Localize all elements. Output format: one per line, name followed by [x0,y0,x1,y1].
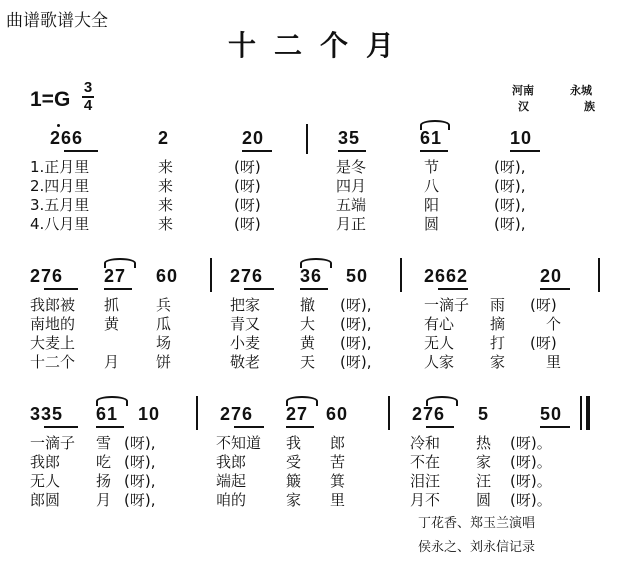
slur-6 [426,396,458,406]
bar-line [196,396,198,430]
beam-line [286,426,314,428]
place-label: 永城 [570,84,592,97]
lyric: 个 [546,315,562,333]
bar-line [306,124,308,154]
lyric: 八 [424,177,440,195]
lyric: (呀), [124,472,156,490]
lyric: 郎圆 [30,491,61,509]
lyric: 我郎 [30,453,61,471]
beam-line [420,150,448,152]
lyric: 场 [156,334,172,352]
lyric: (呀) [234,196,261,214]
notes-2-1: 276 [30,266,64,286]
lyric: 我郎 [216,453,247,471]
lyric: 不知道 [216,434,262,452]
lyric: 人家 [424,353,455,371]
lyric: 2.四月里 [30,177,90,195]
beam-line [338,150,366,152]
lyric: 我郎被 [30,296,76,314]
lyric: 泪汪 [410,472,441,490]
final-bar-line-thick [586,396,590,430]
lyric: 月 [104,353,120,371]
ethnic-suffix: 族 [584,100,595,113]
lyric: (呀), [494,196,526,214]
lyric: (呀) [234,215,261,233]
lyric: 来 [158,215,174,233]
lyric: 天 [300,353,316,371]
lyric: 端起 [216,472,247,490]
lyric: (呀)。 [510,472,552,490]
notes-1-3: 20 [242,128,265,148]
beam-line [44,426,78,428]
lyric: 家 [476,453,492,471]
lyric: 来 [158,158,174,176]
beam-line [64,150,98,152]
lyric: (呀), [340,353,372,371]
notes-3-2: 61 [96,404,119,424]
lyric: 黄 [300,334,316,352]
beam-line [244,288,274,290]
lyric: (呀)。 [510,434,552,452]
notes-2-6: 50 [346,266,369,286]
lyric: 箕 [330,472,346,490]
lyric: 冷和 [410,434,441,452]
beam-line [540,426,570,428]
site-name: 曲谱歌谱大全 [6,11,108,31]
lyric: 月 [96,491,112,509]
lyric: 圆 [424,215,440,233]
beam-line [96,426,124,428]
lyric: 十二个 [30,353,76,371]
lyric: 敬老 [230,353,261,371]
lyric: (呀)。 [510,453,552,471]
notes-3-5: 27 [286,404,309,424]
notes-2-8: 20 [540,266,563,286]
lyric: 来 [158,196,174,214]
slur-5 [286,396,318,406]
time-denominator: 4 [83,97,93,114]
bar-line [400,258,402,292]
song-title: 十二个月 [227,29,412,62]
lyric: 摘 [490,315,506,333]
lyric: 吃 [96,453,112,471]
lyric: 瓜 [156,315,172,333]
lyric: 一滴子 [424,296,470,314]
ethnic-label: 汉 [518,100,529,113]
lyric: 四月 [336,177,367,195]
lyric: 雨 [490,296,506,314]
lyric: 圆 [476,491,492,509]
lyric: (呀) [530,296,557,314]
notes-1-5: 61 [420,128,443,148]
lyric: (呀) [234,177,261,195]
lyric: 苦 [330,453,346,471]
lyric: 月不 [410,491,441,509]
lyric: (呀)。 [510,491,552,509]
lyric: 小麦 [230,334,261,352]
lyric: 撤 [300,296,316,314]
lyric: 家 [286,491,302,509]
lyric: 来 [158,177,174,195]
slur-3 [300,258,332,268]
lyric: 咱的 [216,491,247,509]
lyric: 我 [286,434,302,452]
lyric: (呀), [494,158,526,176]
lyric: (呀), [340,296,372,314]
lyric: 家 [490,353,506,371]
notes-1-2: 2 [158,128,170,148]
beam-line [510,150,540,152]
beam-line [540,288,570,290]
slur-4 [96,396,128,406]
lyric: (呀), [124,434,156,452]
lyric: 汪 [476,472,492,490]
lyric: 热 [476,434,492,452]
lyric: 里 [330,491,346,509]
notes-3-9: 50 [540,404,563,424]
lyric: 大麦上 [30,334,76,352]
beam-line [242,150,272,152]
final-bar-line [580,396,582,430]
beam-line [44,288,78,290]
time-signature [82,80,94,114]
beam-line [438,288,468,290]
slur-2 [104,258,136,268]
recorders-credit: 侯永之、刘永信记录 [418,540,536,555]
beam-line [300,288,328,290]
notes-2-4: 276 [230,266,264,286]
lyric: 3.五月里 [30,196,90,214]
key-signature: 1=G [30,88,71,111]
notes-1-6: 10 [510,128,533,148]
lyric: 受 [286,453,302,471]
slur-1 [420,120,450,130]
lyric: 南地的 [30,315,76,333]
lyric: 大 [300,315,316,333]
lyric: 打 [490,334,506,352]
bar-line [210,258,212,292]
lyric: 抓 [104,296,120,314]
lyric: 不在 [410,453,441,471]
notes-2-3: 60 [156,266,179,286]
lyric: 里 [546,353,562,371]
lyric: 月正 [336,215,367,233]
beam-line [104,288,132,290]
bar-line [388,396,390,430]
beam-line [234,426,264,428]
lyric: 青又 [230,315,261,333]
lyric: (呀), [340,334,372,352]
notes-1-1: 266 [50,128,84,148]
lyric: 1.正月里 [30,158,90,176]
lyric: 阳 [424,196,440,214]
lyric: (呀), [124,491,156,509]
lyric: 雪 [96,434,112,452]
lyric: 4.八月里 [30,215,90,233]
lyric: (呀), [340,315,372,333]
lyric: 节 [424,158,440,176]
lyric: (呀), [494,215,526,233]
lyric: 无人 [424,334,455,352]
region-label: 河南 [512,84,534,97]
lyric: 是冬 [336,158,367,176]
beam-line [426,426,454,428]
lyric: (呀) [234,158,261,176]
notes-3-4: 276 [220,404,254,424]
notes-3-7: 276 [412,404,446,424]
lyric: 兵 [156,296,172,314]
notes-3-1: 335 [30,404,64,424]
notes-3-8: 5 [478,404,490,424]
notes-2-2: 27 [104,266,127,286]
lyric: 无人 [30,472,61,490]
lyric: (呀), [494,177,526,195]
notes-2-7: 2662 [424,266,469,286]
lyric: 扬 [96,472,112,490]
octave-dot [57,124,60,127]
notes-3-3: 10 [138,404,161,424]
lyric: 簸 [286,472,302,490]
lyric: 五端 [336,196,367,214]
performers-credit: 丁花香、郑玉兰演唱 [418,516,536,531]
lyric: 郎 [330,434,346,452]
lyric: 饼 [156,353,172,371]
lyric: (呀) [530,334,557,352]
notes-3-6: 60 [326,404,349,424]
bar-line [598,258,600,292]
lyric: 有心 [424,315,455,333]
lyric: 一滴子 [30,434,76,452]
notes-2-5: 36 [300,266,323,286]
lyric: 黄 [104,315,120,333]
notes-1-4: 35 [338,128,361,148]
lyric: 把家 [230,296,261,314]
time-numerator: 3 [83,79,93,96]
lyric: (呀), [124,453,156,471]
